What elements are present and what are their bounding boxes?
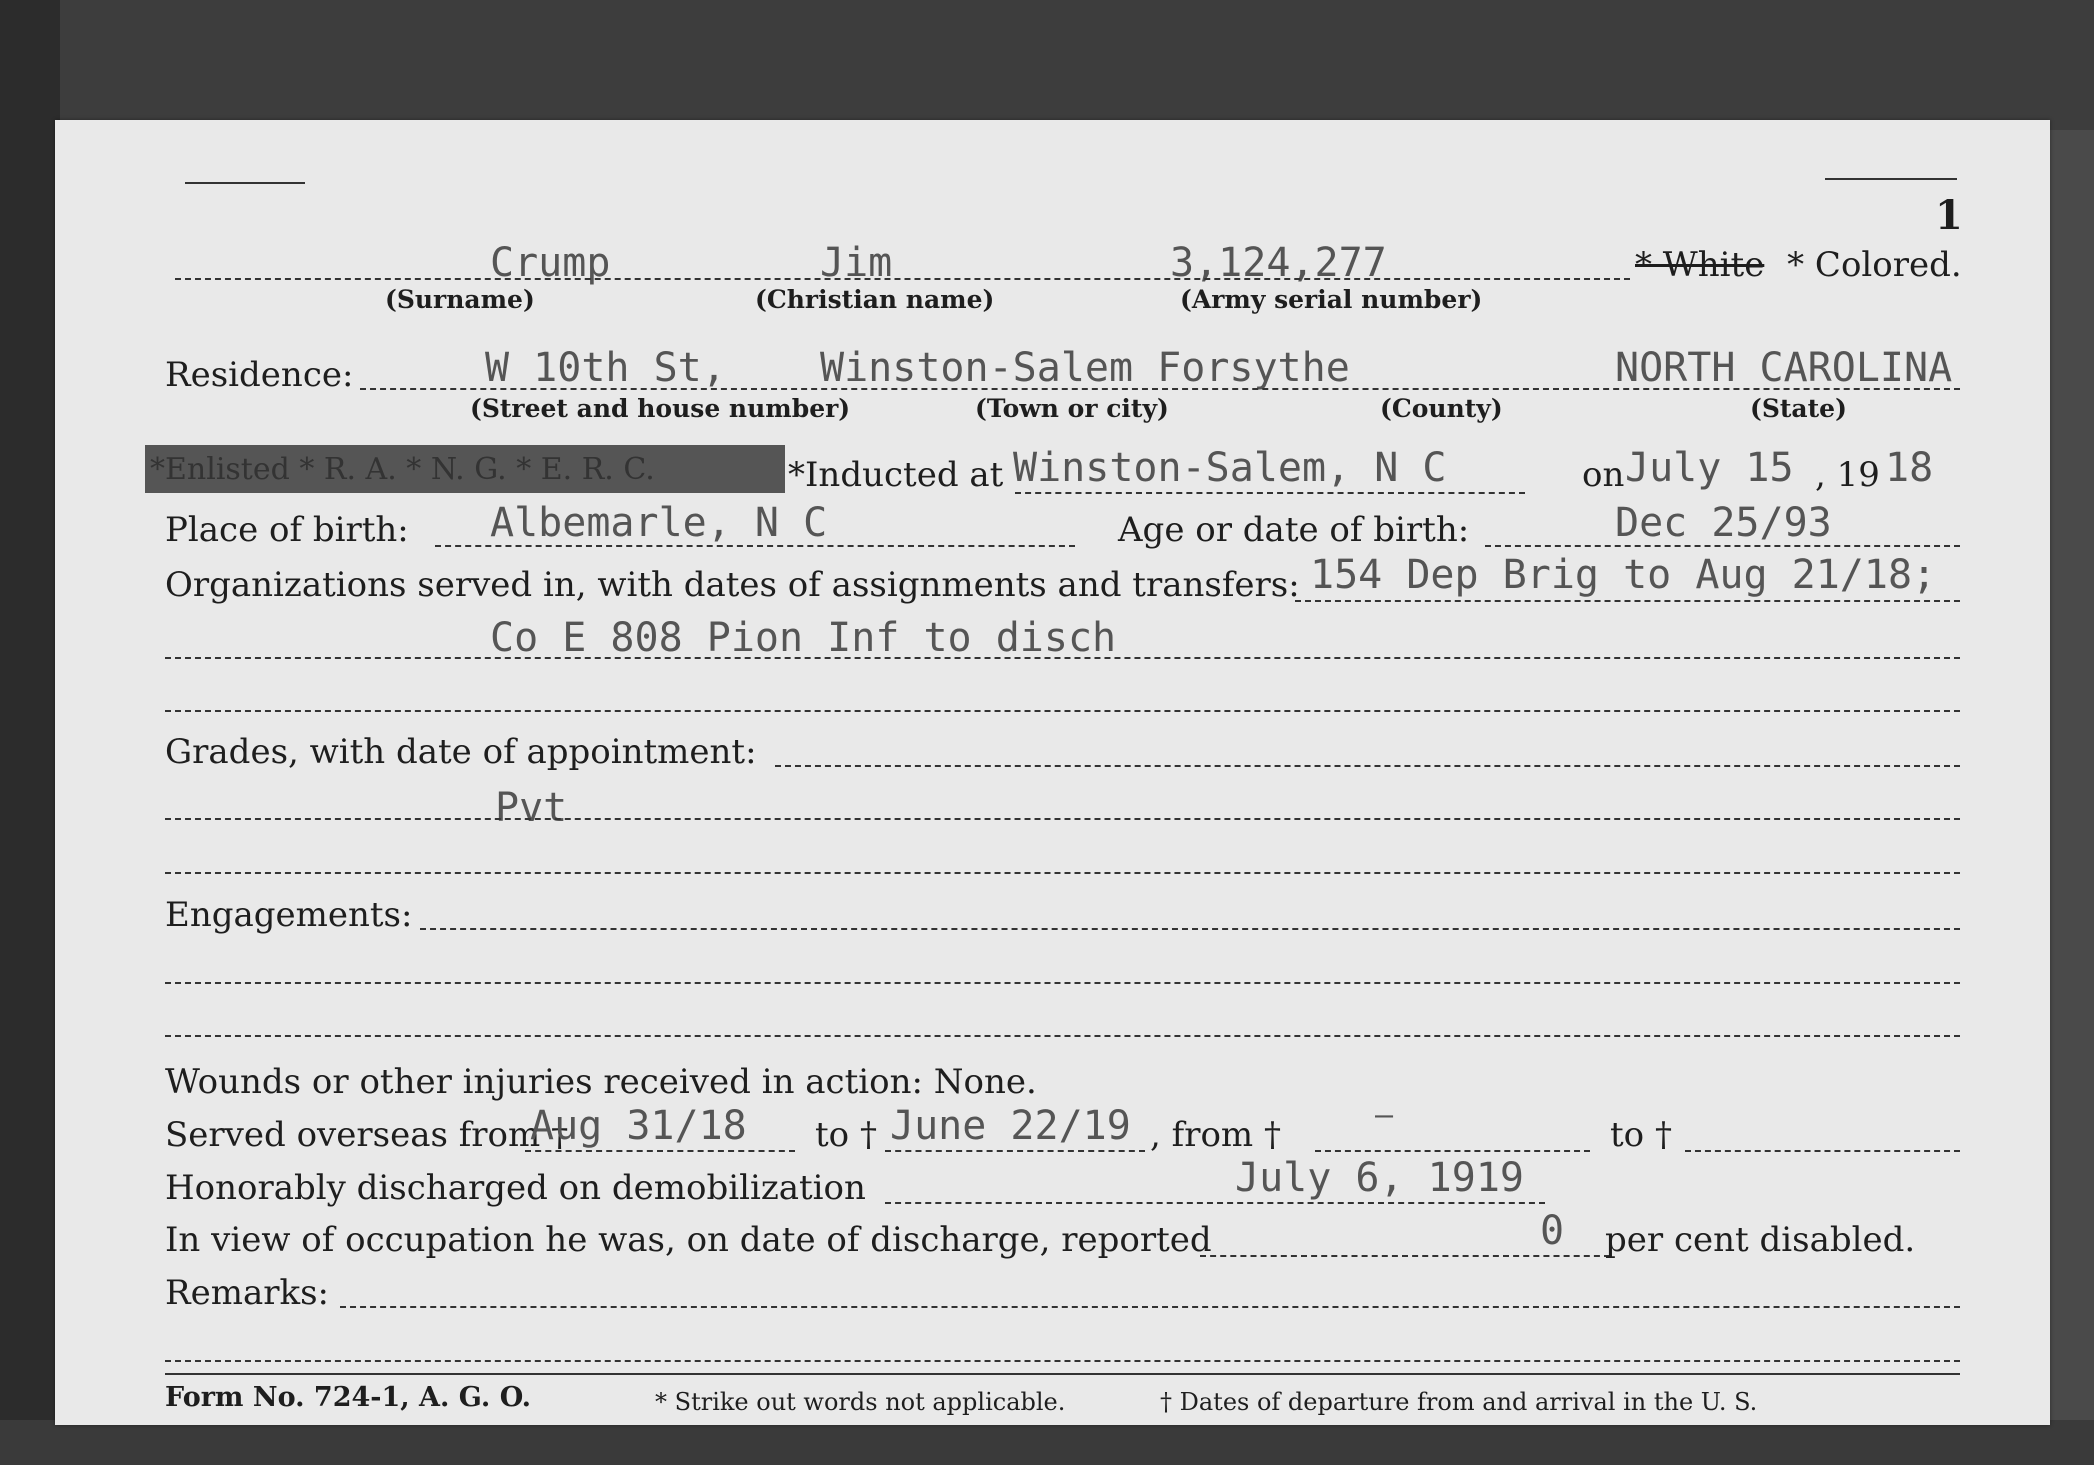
serial-value: 3,124,277 [1170,240,1387,286]
overseas-from-line [525,1150,795,1152]
disabled-suffix: per cent disabled. [1605,1220,1916,1260]
wounds-text: Wounds or other injuries received in action: None. [165,1062,1037,1102]
top-right-rule [1825,178,1957,180]
background-bottom [0,1420,2094,1465]
organizations-line-2: Co E 808 Pion Inf to disch [490,615,1117,661]
discharge-line [885,1202,1545,1204]
name-line [175,278,1630,280]
background-left [0,0,60,1465]
race-colored-option: * Colored. [1787,245,1962,285]
overseas-from2-label: , from † [1150,1115,1281,1155]
remarks-line-2-rule [165,1360,1960,1362]
organizations-label: Organizations served in, with dates of assignments and transfers: [165,565,1300,605]
grades-line-1-rule [775,765,1960,767]
engagements-line-2-rule [165,982,1960,984]
organizations-line-1: 154 Dep Brig to Aug 21/18; [1310,552,1937,598]
birth-place-line [435,545,1075,547]
street-caption: (Street and house number) [470,394,851,423]
overseas-to-value: June 22/19 [890,1103,1131,1149]
overseas-from-value: Aug 31/18 [530,1103,747,1149]
remarks-label: Remarks: [165,1273,329,1313]
grade-value: Pvt [495,785,568,831]
grades-line-3-rule [165,872,1960,874]
birth-date-line [1485,545,1960,547]
organizations-line-1-rule [1295,600,1960,602]
grades-line-2-rule [165,818,1960,820]
residence-street: W 10th St, [485,345,726,391]
footer-form-number: Form No. 724-1, A. G. O. [165,1382,532,1413]
overseas-from2-line [1315,1150,1590,1152]
footer-strike-note: * Strike out words not applicable. [655,1388,1066,1416]
organizations-line-3-rule [165,710,1960,712]
top-left-rule [185,182,305,184]
residence-line [360,388,1960,390]
card-number: 1 [1935,192,1963,239]
residence-label: Residence: [165,355,354,395]
remarks-line-1-rule [340,1306,1960,1308]
inducted-label: *Inducted at [788,455,1004,495]
serial-caption: (Army serial number) [1180,285,1483,314]
county-caption: (County) [1380,394,1503,423]
disabled-value: 0 [1540,1208,1565,1254]
disabled-line [1200,1255,1610,1257]
christian-name-value: Jim [820,240,893,286]
race-white-option: * White [1635,245,1765,285]
background-top [0,0,2094,130]
overseas-from2-value: — [1375,1098,1394,1133]
inducted-date: July 15 [1625,445,1794,491]
inducted-line [1015,492,1525,494]
inducted-place: Winston-Salem, N C [1013,445,1447,491]
year-suffix: 18 [1885,445,1934,491]
organizations-line-2-rule [165,657,1960,659]
engagements-line-3-rule [165,1035,1960,1037]
christian-caption: (Christian name) [755,285,995,314]
residence-town-county: Winston-Salem Forsythe [820,345,1350,391]
age-label: Age or date of birth: [1118,510,1470,550]
surname-value: Crump [490,240,611,286]
surname-caption: (Surname) [385,285,535,314]
service-card [55,120,2050,1425]
year-prefix: , 19 [1815,455,1880,495]
overseas-to2-label: to † [1610,1115,1672,1155]
birth-place-value: Albemarle, N C [490,500,828,546]
overseas-label: Served overseas from † [165,1115,569,1155]
engagements-line-1-rule [420,928,1960,930]
overseas-to-label: to † [815,1115,877,1155]
state-caption: (State) [1750,394,1847,423]
footer-dates-note: † Dates of departure from and arrival in the U. S. [1160,1388,1758,1416]
race-options [1635,245,1962,285]
overseas-to-line [885,1150,1145,1152]
disabled-label: In view of occupation he was, on date of discharge, reported [165,1220,1212,1260]
overseas-to2-line [1685,1150,1960,1152]
town-caption: (Town or city) [975,394,1169,423]
grades-label: Grades, with date of appointment: [165,732,757,772]
on-label: on [1582,455,1625,495]
birth-date-value: Dec 25/93 [1615,500,1832,546]
engagements-label: Engagements: [165,895,413,935]
footer-rule [165,1373,1960,1375]
enlisted-options: *Enlisted * R. A. * N. G. * E. R. C. [150,452,655,487]
discharge-date: July 6, 1919 [1235,1155,1524,1201]
birth-place-label: Place of birth: [165,510,409,550]
discharge-label: Honorably discharged on demobilization [165,1168,866,1208]
residence-state: NORTH CAROLINA [1615,345,1953,391]
